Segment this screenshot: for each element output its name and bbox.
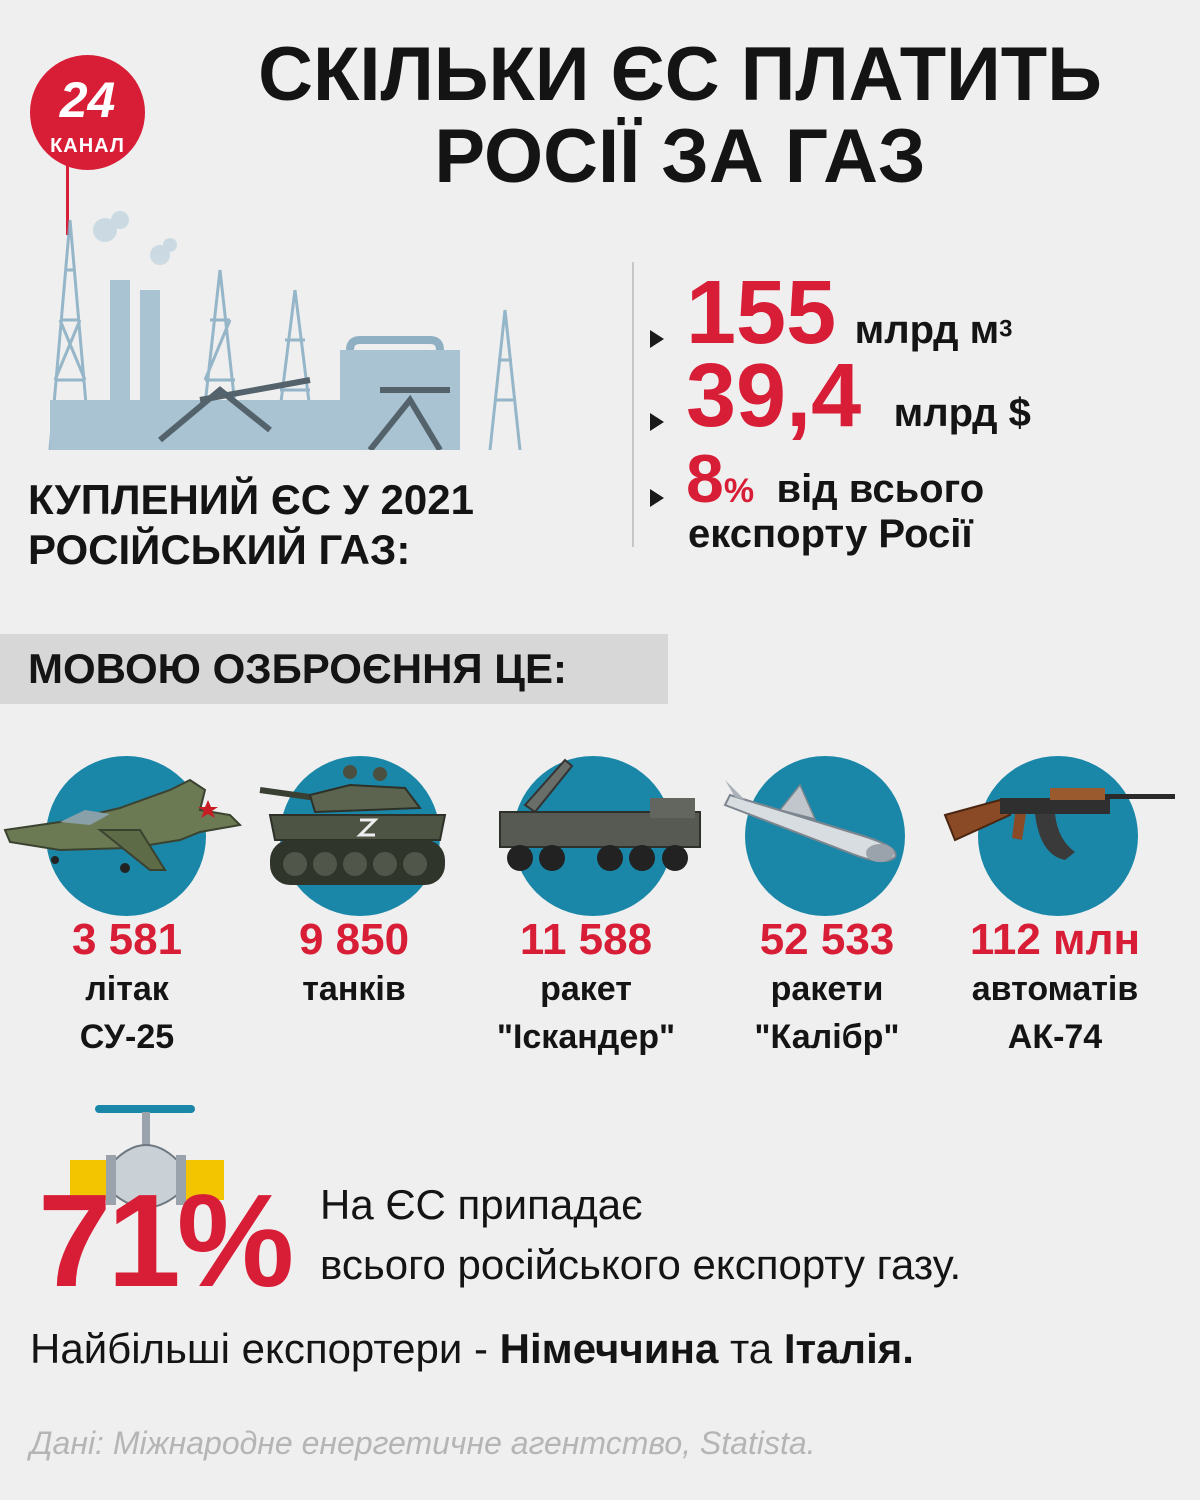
weapon-label-line-1: танків <box>302 970 406 1008</box>
source-note: Дані: Міжнародне енергетичне агентство, Statista. <box>30 1425 816 1461</box>
weapon-label-line-1: ракети <box>770 970 884 1008</box>
weapon-label-line-2: АК-74 <box>1007 1018 1103 1056</box>
weapon-label-line-2: "Калібр" <box>754 1018 900 1056</box>
exporter-germany: Німеччина <box>499 1325 719 1372</box>
bought-label <box>28 475 474 575</box>
weapon-label-line-1: ракет <box>540 970 632 1008</box>
exporters-text <box>30 1325 914 1373</box>
weapon-label-kalibr <box>717 965 937 1061</box>
weapon-count-su25: 3 581 <box>71 915 183 964</box>
eu-share-line-2: всього російського експорту газу. <box>320 1241 962 1288</box>
triangle-bullet-icon <box>650 489 664 507</box>
weapon-count-kalibr: 52 533 <box>759 915 895 964</box>
kalibr-missile-icon <box>720 775 910 875</box>
exporters-conj: та <box>718 1325 784 1372</box>
eu-share-text <box>320 1175 961 1295</box>
banner-text: МОВОЮ ОЗБРОЄННЯ ЦЕ: <box>28 645 567 692</box>
stat-share-value: 8 <box>686 441 724 517</box>
channel-24-logo <box>30 55 145 170</box>
weapon-label-iskander <box>476 965 696 1061</box>
title-line-1: СКІЛЬКИ ЄС ПЛАТИТЬ <box>258 32 1102 117</box>
stat-share-unit-2: експорту Росії <box>688 512 973 556</box>
stat-volume-unit-sup: 3 <box>999 315 1013 343</box>
exporters-prefix: Найбільші експортери - <box>30 1325 500 1372</box>
exporter-italy: Італія <box>783 1325 903 1372</box>
weapon-label-ak74 <box>945 965 1165 1061</box>
stat-money-unit: млрд $ <box>893 391 1031 435</box>
exporters-period: . <box>902 1325 914 1372</box>
title-line-2: РОСІЇ ЗА ГАЗ <box>434 114 926 199</box>
weapon-label-line-1: автоматів <box>971 970 1139 1008</box>
weapon-count-ak74: 112 млн <box>969 915 1141 964</box>
weapon-count-iskander: 11 588 <box>519 915 653 964</box>
stat-volume-unit: млрд м <box>854 308 1000 352</box>
logo-text: КАНАЛ <box>50 135 125 157</box>
eu-share-value: 71% <box>38 1167 291 1314</box>
ak74-rifle-icon <box>940 760 1180 870</box>
triangle-bullet-icon <box>650 413 664 431</box>
iskander-launcher-icon <box>490 750 705 890</box>
weapon-label-line-2: "Іскандер" <box>496 1018 676 1056</box>
stat-share <box>650 440 984 518</box>
page-title <box>180 34 1180 198</box>
gas-industry-illustration <box>10 200 610 470</box>
bought-line-1: КУПЛЕНИЙ ЄС У 2021 <box>28 476 474 523</box>
eu-share-line-1: На ЄС припадає <box>320 1181 643 1228</box>
weapon-label-line-2: СУ-25 <box>79 1018 175 1056</box>
bought-line-2: РОСІЙСЬКИЙ ГАЗ: <box>28 526 411 573</box>
su25-jet-icon <box>0 770 250 890</box>
stat-volume-value: 155 <box>686 263 837 363</box>
stat-share-pct: % <box>723 472 755 510</box>
stat-share-unit: від всього <box>776 467 985 511</box>
tank-icon <box>255 760 455 895</box>
weapon-label-tank <box>244 965 464 1013</box>
weapons-banner <box>0 634 668 704</box>
weapon-label-su25 <box>17 965 237 1061</box>
logo-number: 24 <box>59 72 116 128</box>
stat-money <box>650 345 1031 448</box>
weapon-label-line-1: літак <box>85 970 169 1008</box>
stat-money-value: 39,4 <box>686 346 862 446</box>
divider <box>632 262 634 547</box>
weapon-count-tank: 9 850 <box>298 915 410 964</box>
